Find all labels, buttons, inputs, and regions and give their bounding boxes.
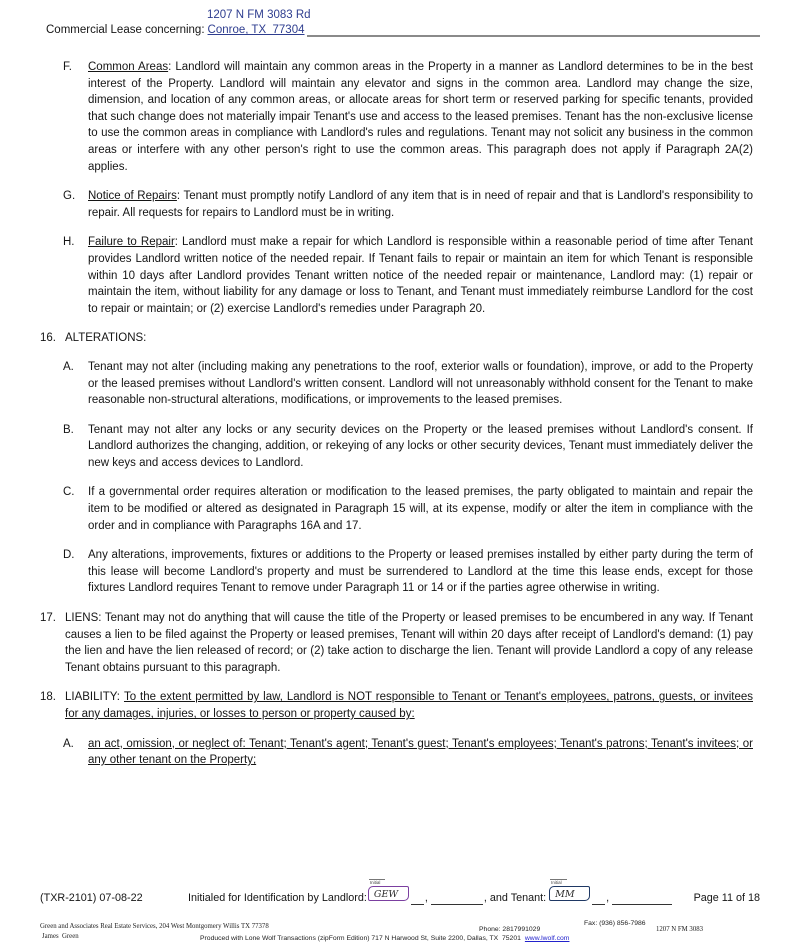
section-18-liability xyxy=(40,689,753,722)
initial-tab-label: Initial xyxy=(550,879,567,885)
paragraph-H-failure-to-repair xyxy=(63,234,753,317)
item-text xyxy=(88,359,753,409)
tenant-initial-blank[interactable] xyxy=(592,893,605,905)
item-marker: A. xyxy=(63,360,74,373)
produced-with-line xyxy=(200,935,569,943)
section-underlined-body: To the extent permitted by law, Landlord is NOT responsible to Tenant or Tenant's employees, patrons, guests, or invitees for any damages, injuries, or losses to person or property caused by: xyxy=(65,691,753,720)
section-16-alterations-heading xyxy=(40,330,753,347)
item-body: Any alterations, improvements, fixtures or additions to the Property or leased premises installed by either party during the term of this lease will become Landlord's property and must be surrendered to Landlord at the time this lease ends, except for those fixtures Landlord requires Tenant to remove under Paragraph 11 or 14 or if the parties agree otherwise in writing. xyxy=(88,549,753,595)
initialed-for-identification-label: Initialed for Identification by Landlord: xyxy=(188,892,367,904)
paragraph-F-common-areas xyxy=(63,59,753,175)
section-number: 16. xyxy=(40,332,56,345)
section-body: LIENS: Tenant may not do anything that will cause the title of the Property or leased premises to be encumbered in any way. If Tenant causes a lien to be filed against the Property or leased premises, Tenant will within 20 days after receipt of Landlord's demand: (1) pay the lien and have the lien released of record; or (2) take action to discharge the lien. Tenant will provide Landlord a copy of any release Tenant obtains pursuant to this paragraph. xyxy=(65,612,753,674)
footer-initial-row xyxy=(40,880,760,905)
section-label: LIABILITY: xyxy=(65,691,120,704)
header-rule xyxy=(307,35,761,37)
and-tenant-label: , and Tenant: xyxy=(483,892,547,904)
landlord-initial-widget[interactable] xyxy=(368,880,409,905)
item-text xyxy=(88,234,753,317)
landlord-initial-box[interactable] xyxy=(368,886,409,901)
brokerage-name-address: Green and Associates Real Estate Services, 204 West Montgomery Willis TX 77378 xyxy=(40,923,269,930)
item-marker: C. xyxy=(63,486,75,499)
item-title: Failure to Repair xyxy=(88,236,175,249)
paragraph-16A xyxy=(63,359,753,409)
item-title: Common Areas xyxy=(88,61,169,73)
document-body xyxy=(40,59,753,769)
file-reference: 1207 N FM 3083 xyxy=(656,926,704,933)
header-row xyxy=(46,23,760,38)
landlord-initial-blank[interactable] xyxy=(411,893,424,905)
item-marker: B. xyxy=(63,423,74,436)
section-title-text: ALTERATIONS: xyxy=(65,332,147,345)
produced-with-text: Produced with Lone Wolf Transactions (zipForm Edition) 717 N Harwood St, Suite 2200, Dallas, TX 75201 xyxy=(200,935,521,942)
property-address-line1: 1207 N FM 3083 Rd xyxy=(207,9,311,21)
item-body: Tenant may not alter (including making any penetrations to the roof, exterior walls or foundation), improve, or add to the Property or the leased premises without Landlord's written consent. Landlord will not unreasonably withhold consent for the Tenant to make reasonable non-structural alterations, modifications, or improvements to the leased premises. xyxy=(88,360,753,407)
item-marker: G. xyxy=(63,190,76,203)
paragraph-16B xyxy=(63,422,753,472)
separator-comma: , xyxy=(606,892,610,904)
item-body: Tenant may not alter any locks or any security devices on the Property or the leased premises without Landlord's consent. If Landlord authorizes the changing, addition, or rekeying of any locks or other security devices, Tenant must immediately deliver the new keys and access devices to Landlord. xyxy=(88,423,753,469)
tenant-initial-box[interactable] xyxy=(549,886,590,901)
section-number: 17. xyxy=(40,612,56,625)
item-text xyxy=(88,59,753,175)
item-text xyxy=(88,547,753,597)
initial-tab-label: Initial xyxy=(369,879,386,885)
section-17-liens xyxy=(40,610,753,676)
section-title xyxy=(65,330,753,347)
item-text xyxy=(88,422,753,472)
item-body: : Landlord must make a repair for which Landlord is responsible within a reasonable period of time after Tenant provides Landlord written notice of the needed repair. If Tenant fails to repair or maintain an item for which Tenant is responsible within 10 days after Landlord provides Tenant written notice of the needed repair or maintenance, Landlord may: (1) repair or maintain the item, without liability for any damage or loss to Tenant, and Tenant must immediately reimburse Landlord for the cost to repair or maintain; or (2) exercise Landlord's remedies under Paragraph 20. xyxy=(88,236,753,315)
item-marker: A. xyxy=(63,737,74,750)
item-text xyxy=(88,188,753,221)
lwolf-website-link[interactable]: www.lwolf.com xyxy=(524,935,570,942)
agent-name: James Green xyxy=(42,933,79,940)
item-text xyxy=(88,736,753,769)
tenant-initials-handwriting: MM xyxy=(555,889,575,900)
item-body: : Landlord will maintain any common areas in the Property in a manner as Landlord determines to be in the best interest of the Property. Landlord will maintain any elevator and signs in the common area. Landlord may change the size, dimension, and location of any common areas, or allocate areas for short term or reserved parking for specific tenants, provided that such change does not materially impair Tenant's use and access to the leased premises. Tenant has the non-exclusive license to use the common areas in compliance with Landlord's rules and regulations. Tenant may not solicit any business in the common areas or interfere with any other person's right to use the common areas. This paragraph does not apply if Paragraph 2A(2) applies. xyxy=(88,61,753,173)
paragraph-G-notice-of-repairs xyxy=(63,188,753,221)
section-text xyxy=(65,610,753,676)
item-title: Notice of Repairs xyxy=(88,190,177,203)
section-text xyxy=(65,689,753,722)
tenant-second-initial-blank[interactable] xyxy=(612,893,672,905)
fax-number: Fax: (936) 856-7986 xyxy=(584,920,646,927)
item-underlined-body: an act, omission, or neglect of: Tenant; Tenant's agent; Tenant's guest; Tenant's employees; Tenant's patrons; Tenant's invitees; or any other tenant on the Property; xyxy=(88,737,753,767)
item-body: If a governmental order requires alteration or modification to the leased premises, the party obligated to maintain and repair the item to be modified or altered as designated in Paragraph 15 will, at its expense, modify or alter the item in compliance with the order and in compliance with Paragraphs 16A and 17. xyxy=(88,486,753,532)
paragraph-16C xyxy=(63,484,753,534)
item-marker: D. xyxy=(63,549,75,562)
paragraph-16D xyxy=(63,547,753,597)
item-marker: F. xyxy=(63,61,72,73)
item-text xyxy=(88,484,753,534)
phone-number: Phone: 2817991029 xyxy=(479,926,541,933)
separator-comma: , xyxy=(424,892,428,904)
page-number-label: Page 11 of 18 xyxy=(693,892,760,904)
item-body: : Tenant must promptly notify Landlord of any item that is in need of repair and that is Landlord's responsibility to repair. All requests for repairs to Landlord must be in writing. xyxy=(88,190,753,219)
page-header xyxy=(0,0,789,38)
paragraph-18A xyxy=(63,736,753,769)
landlord-initials-handwriting: GEW xyxy=(373,889,399,900)
tenant-initial-widget[interactable] xyxy=(549,880,590,905)
item-marker: H. xyxy=(63,236,75,249)
section-number: 18. xyxy=(40,691,56,704)
landlord-second-initial-blank[interactable] xyxy=(431,893,483,905)
lease-concerning-label: Commercial Lease concerning: xyxy=(46,24,205,36)
property-address-line2: Conroe, TX 77304 xyxy=(207,24,305,36)
form-code: (TXR-2101) 07-08-22 xyxy=(40,892,143,904)
